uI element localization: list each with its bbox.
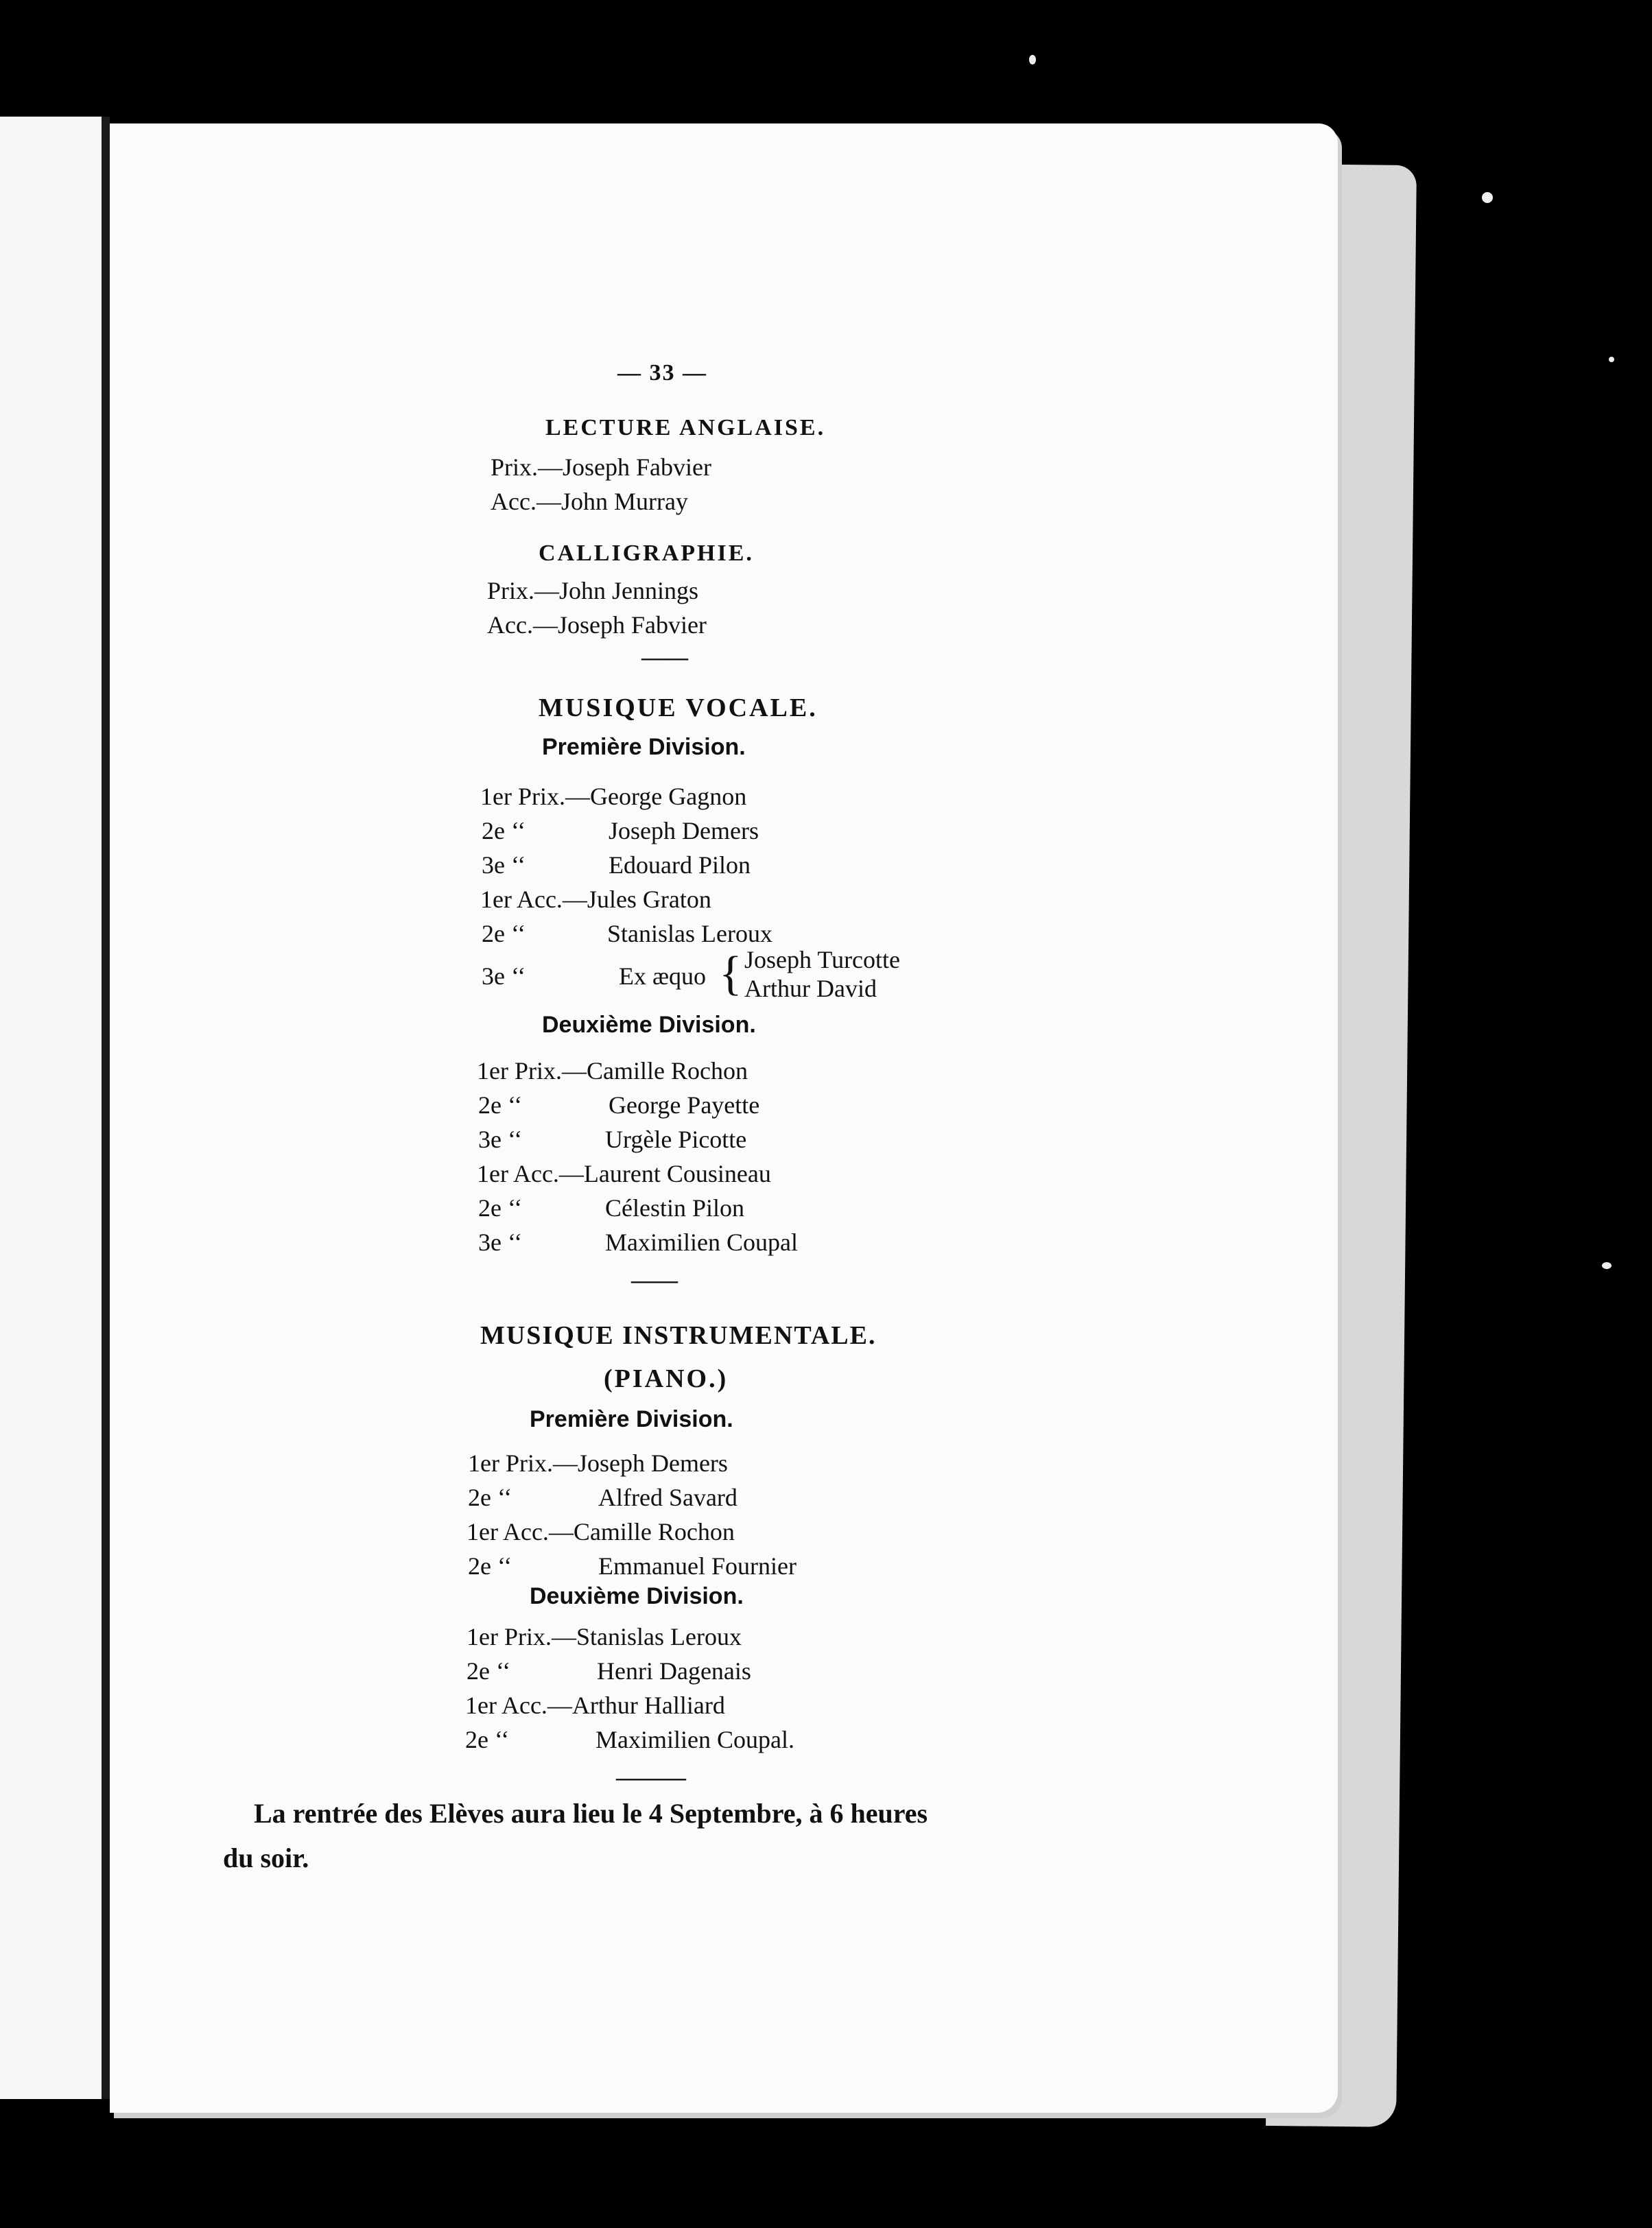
list-item: 1er Prix.—Stanislas Leroux [467,1623,742,1650]
list-item: Prix.—John Jennings [487,577,699,604]
division-title: Deuxième Division. [530,1583,744,1609]
footer-line-1: La rentrée des Elèves aura lieu le 4 Septembre, à 6 heures [254,1798,928,1829]
section-title-musique-vocale: MUSIQUE VOCALE. [539,694,818,722]
speck [1602,1262,1612,1269]
speck [1029,55,1036,64]
separator: —— [641,645,688,670]
list-item: 3e ‘‘ Maximilien Coupal [478,1229,798,1256]
list-item: 2e ‘‘ Stanislas Leroux [482,920,772,947]
list-item: 2e ‘‘ George Payette [478,1091,760,1119]
book-page [110,123,1338,2113]
list-item: 2e ‘‘ Joseph Demers [482,817,759,844]
division-title: Première Division. [530,1406,733,1432]
brace-icon: { [719,947,742,1000]
list-item: Joseph Turcotte [744,946,901,973]
separator: —— [631,1268,678,1293]
section-title-musique-instrumentale: MUSIQUE INSTRUMENTALE. [480,1321,877,1350]
division-title: Deuxième Division. [542,1012,756,1038]
list-item: 2e ‘‘ Henri Dagenais [467,1657,751,1685]
page-content [110,123,1338,2113]
list-item: Acc.—John Murray [491,488,688,515]
list-item: Arthur David [744,975,877,1002]
list-item: 2e ‘‘ Emmanuel Fournier [468,1552,796,1580]
separator: ——— [616,1765,686,1790]
footer-line-2: du soir. [223,1842,309,1873]
speck [1609,357,1614,362]
list-item: Prix.—Joseph Fabvier [491,453,711,481]
section-subtitle-piano: (PIANO.) [604,1364,729,1393]
list-item: 3e ‘‘ [482,962,526,990]
book-gutter [102,117,110,2099]
page-number: — 33 — [617,360,707,386]
speck [1482,192,1493,203]
section-title-calligraphie: CALLIGRAPHIE. [539,541,754,566]
list-item: 1er Acc.—Jules Graton [480,886,711,913]
list-item: 1er Acc.—Camille Rochon [467,1518,735,1545]
list-item: 1er Acc.—Laurent Cousineau [477,1160,771,1187]
list-item: 1er Prix.—Joseph Demers [468,1449,728,1477]
section-title-lecture: LECTURE ANGLAISE. [545,415,826,440]
list-item: 3e ‘‘ Urgèle Picotte [478,1126,747,1153]
list-item: 3e ‘‘ Edouard Pilon [482,851,751,879]
division-title: Première Division. [542,734,746,760]
list-item: 2e ‘‘ Maximilien Coupal. [465,1726,794,1753]
list-item: 1er Acc.—Arthur Halliard [465,1692,725,1719]
list-item: 2e ‘‘ Célestin Pilon [478,1194,745,1222]
ex-aequo-label: Ex æquo [619,962,707,990]
list-item: Acc.—Joseph Fabvier [487,611,707,639]
list-item: 2e ‘‘ Alfred Savard [468,1484,738,1511]
left-page-edge [0,117,110,2099]
list-item: 1er Prix.—Camille Rochon [477,1057,748,1085]
list-item: 1er Prix.—George Gagnon [480,783,747,810]
